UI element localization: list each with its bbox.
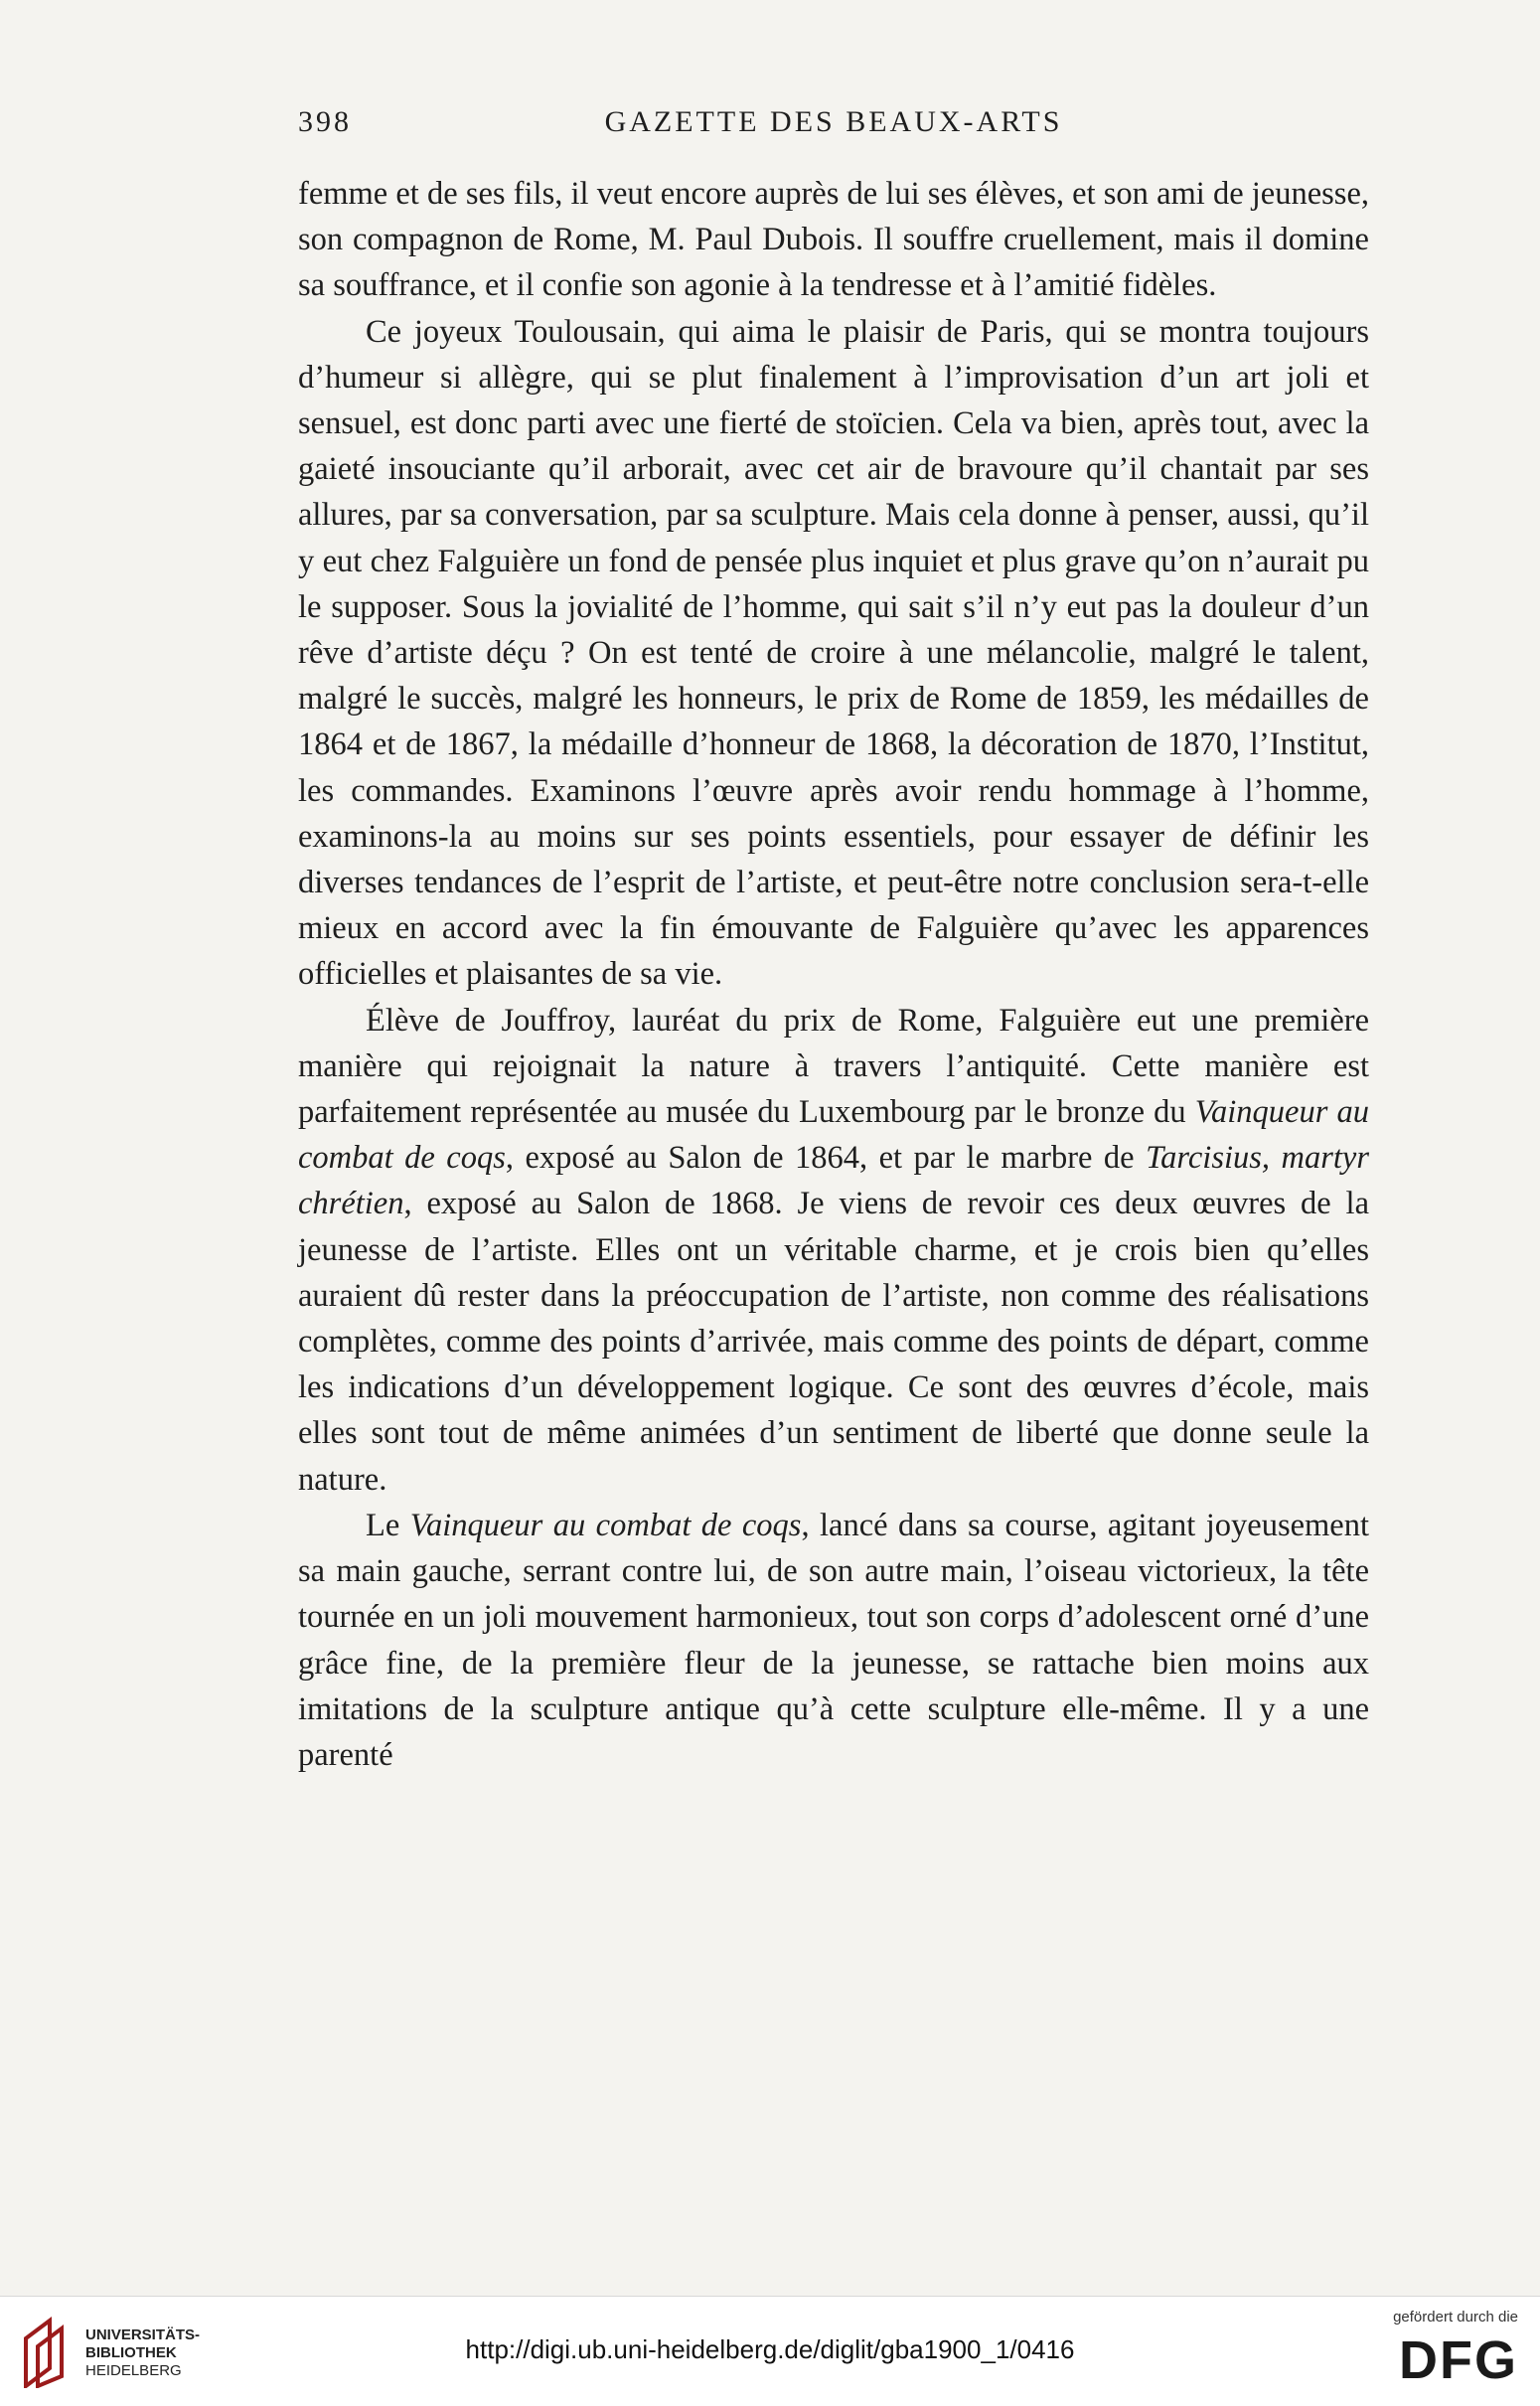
journal-title: GAZETTE DES BEAUX-ARTS	[604, 105, 1063, 138]
page-number: 398	[298, 105, 352, 138]
permalink-url[interactable]: http://digi.ub.uni-heidelberg.de/diglit/gba1900_1/0416	[465, 2334, 1075, 2364]
digitization-footer	[0, 2296, 1540, 2406]
dfg-logo[interactable]: DFG	[1399, 2330, 1518, 2390]
body-text	[298, 171, 1369, 1778]
paragraph-1: femme et de ses fils, il veut encore auprès de lui ses élèves, et son ami de jeunesse, son compagnon de Rome, M. Paul Dubois. Il souffre cruellement, mais il domine sa souffrance, et il confie son agonie à la tendresse et à l’amitié fidèles.	[298, 176, 1369, 304]
paragraph-3: Élève de Jouffroy, lauréat du prix de Rome, Falguière eut une première manière qui rejoignait la nature à travers l’antiquité. Cette manière est parfaitement représentée au musée du Luxembourg par le bronze du Vainqueur au combat de coqs, exposé au Salon de 1864, et par le marbre de Tarcisius, martyr chrétien, exposé au Salon de 1868. Je viens de revoir ces deux œuvres de la jeunesse de l’artiste. Elles ont un véritable charme, et je crois bien qu’elles auraient dû rester dans la préoccupation de l’artiste, non comme des réalisations complètes, comme des points d’arrivée, mais comme des points de départ, comme les indications d’un développement logique. Ce sont des œuvres d’école, mais elles sont tout de même animées d’un sentiment de liberté que donne seule la nature.	[298, 1002, 1369, 1498]
paragraph-4: Le Vainqueur au combat de coqs, lancé dans sa course, agitant joyeusement sa main gauche, serrant contre lui, de son autre main, l’oiseau victorieux, la tête tournée en un joli mouvement harmonieux, tout son corps d’adolescent orné d’une grâce fine, de la première fleur de la jeunesse, se rattache bien moins aux imitations de la sculpture antique qu’à cette sculpture elle-même. Il y a une parenté	[298, 1507, 1370, 1773]
paragraph-2: Ce joyeux Toulousain, qui aima le plaisir de Paris, qui se montra toujours d’humeur si allègre, qui se plut finalement à l’improvisation d’un art joli et sensuel, est donc parti avec une fierté de stoïcien. Cela va bien, après tout, avec la gaieté insouciante qu’il arborait, avec cet air de bravoure qu’il chantait par ses allures, par sa conversation, par sa sculpture. Mais cela donne à penser, aussi, qu’il y eut chez Falguière un fond de pensée plus inquiet et plus grave qu’on n’aurait pu le supposer. Sous la jovialité de l’homme, qui sait s’il n’y eut pas la douleur d’un rêve d’artiste déçu ? On est tenté de croire à une mélancolie, malgré le talent, malgré le succès, malgré les honneurs, le prix de Rome de 1859, les médailles de 1864 et de 1867, la médaille d’honneur de 1868, la décoration de 1870, l’Institut, les commandes. Examinons l’œuvre après avoir rendu hommage à l’homme, examinons-la au moins sur ses points essentiels, pour essayer de définir les diverses tendances de l’esprit de l’artiste, et peut-être notre conclusion sera-t-elle mieux en accord avec la fin émouvante de Falguière qu’avec les apparences officielles et plaisantes de sa vie.	[298, 313, 1369, 993]
funder-caption: gefördert durch die	[1393, 2309, 1518, 2326]
running-head	[298, 105, 1369, 145]
library-name: UNIVERSITÄTS- BIBLIOTHEK HEIDELBERG	[85, 2326, 201, 2379]
